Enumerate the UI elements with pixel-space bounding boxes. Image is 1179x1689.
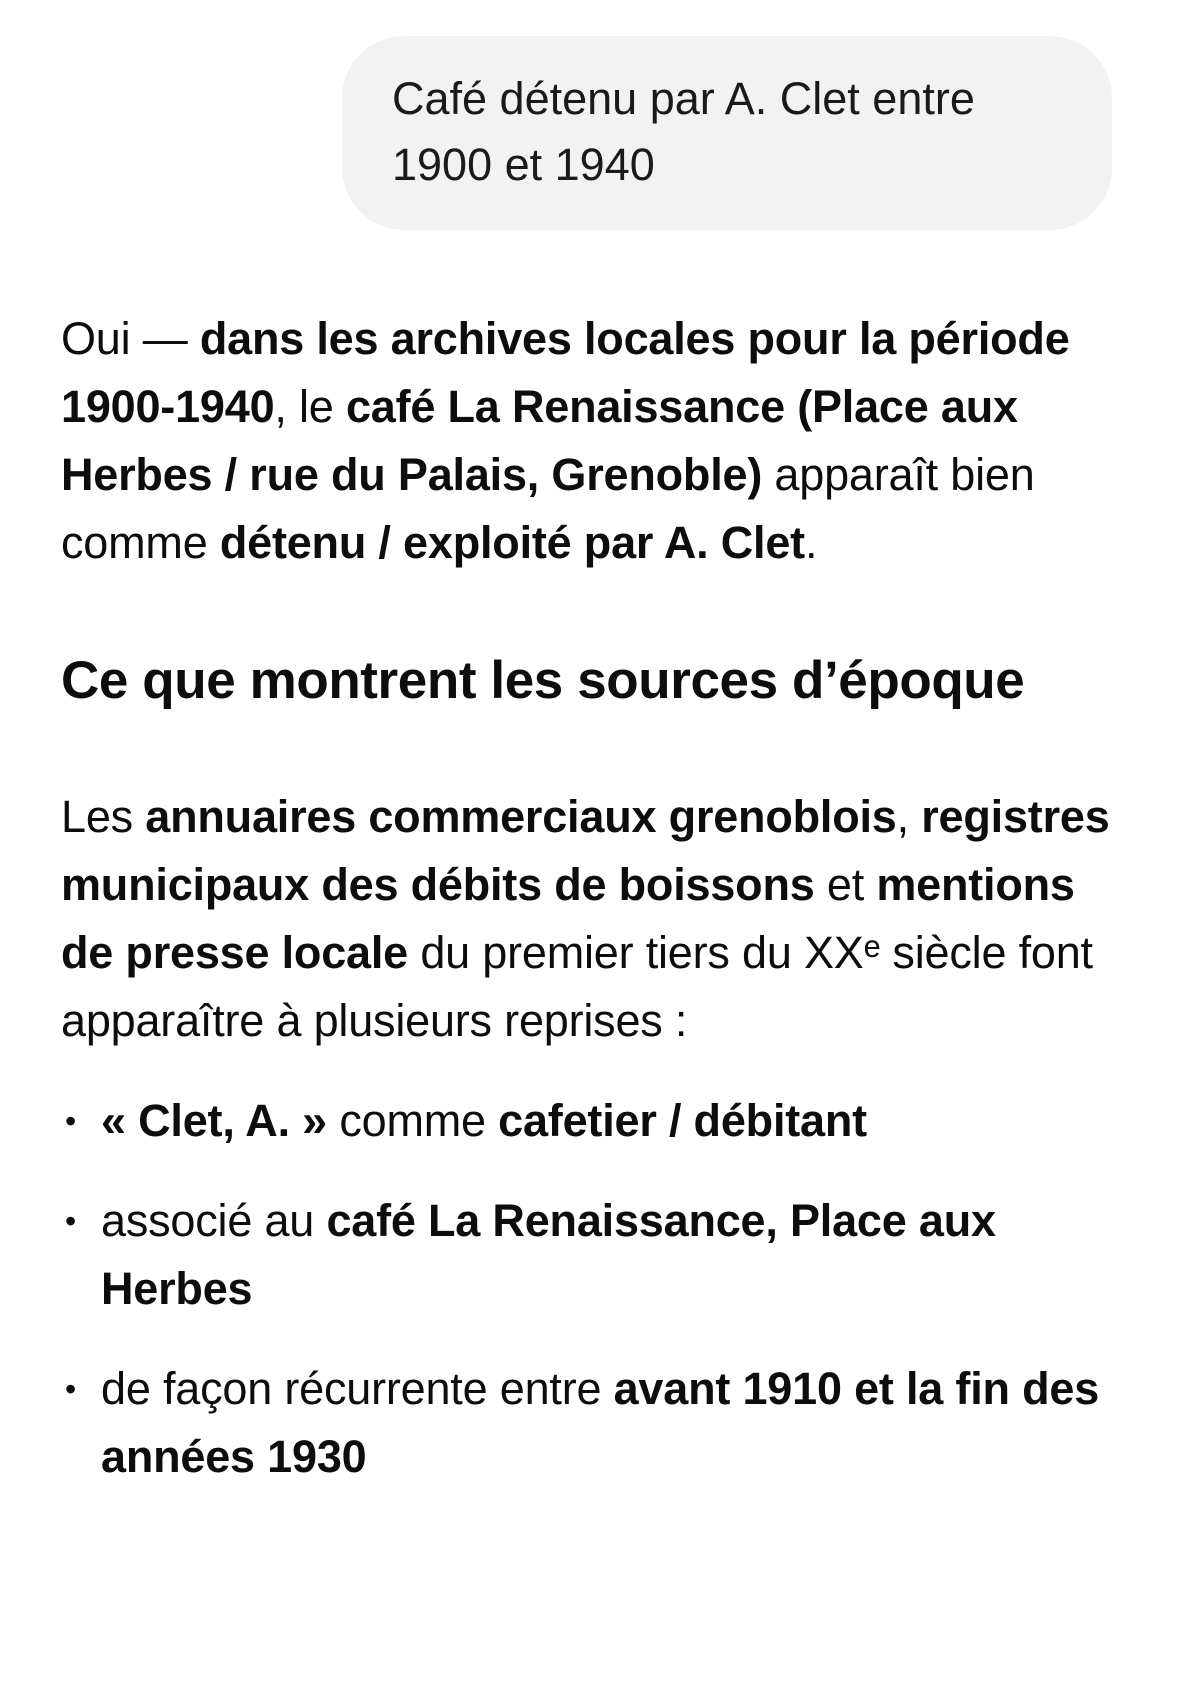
sources-paragraph (61, 783, 1131, 1055)
answer-bold-text: mentions de presse locale (61, 859, 1075, 978)
answer-text: de façon récurrente entre (101, 1363, 614, 1414)
answer-bold-text: annuaires commerciaux grenoblois (145, 791, 897, 842)
answer-text: Les (61, 791, 146, 842)
answer-bold-text: « Clet, A. » (101, 1095, 328, 1146)
user-message-line-1: Café détenu par A. Clet entre (392, 73, 975, 124)
user-message-line-2: 1900 et 1940 (392, 139, 655, 190)
answer-bold-text: café La Renaissance (Place aux Herbes / rue du Palais, Grenoble) (61, 381, 1018, 500)
list-item (61, 1187, 1131, 1323)
bullet-glyph: • (65, 1103, 77, 1139)
answer-text: . (804, 517, 818, 568)
answer-intro-paragraph (61, 305, 1131, 577)
answer-text: comme (327, 1095, 499, 1146)
user-message-bubble[interactable] (342, 36, 1112, 230)
answer-bold-text: cafetier / débitant (498, 1095, 867, 1146)
answer-bold-text: dans les archives locales pour la période 1900-1940 (61, 313, 1070, 432)
answer-text: apparaît bien comme (61, 449, 1035, 568)
answer-bold-text: café La Renaissance, Place aux Herbes (101, 1195, 996, 1314)
bullet-list (61, 1087, 1131, 1491)
user-message-row (342, 36, 1112, 230)
answer-bold-text: avant 1910 et la fin des années 1930 (101, 1363, 1100, 1482)
answer-text: , (896, 791, 922, 842)
answer-bold-text: registres municipaux des débits de boissons (61, 791, 1110, 910)
list-item (61, 1355, 1131, 1491)
bullet-glyph: • (65, 1371, 77, 1407)
section-heading: Ce que montrent les sources d’époque (61, 651, 1025, 710)
answer-text: , le (274, 381, 346, 432)
list-item (61, 1087, 1131, 1155)
answer-text: Oui — (61, 313, 200, 364)
assistant-message (61, 305, 1131, 1523)
answer-text: associé au (101, 1195, 327, 1246)
bullet-glyph: • (65, 1203, 77, 1239)
answer-bold-text: détenu / exploité par A. Clet (219, 517, 805, 568)
answer-text: et (814, 859, 877, 910)
answer-text: du premier tiers du XXᵉ siècle font apparaître à plusieurs reprises : (61, 927, 1093, 1046)
